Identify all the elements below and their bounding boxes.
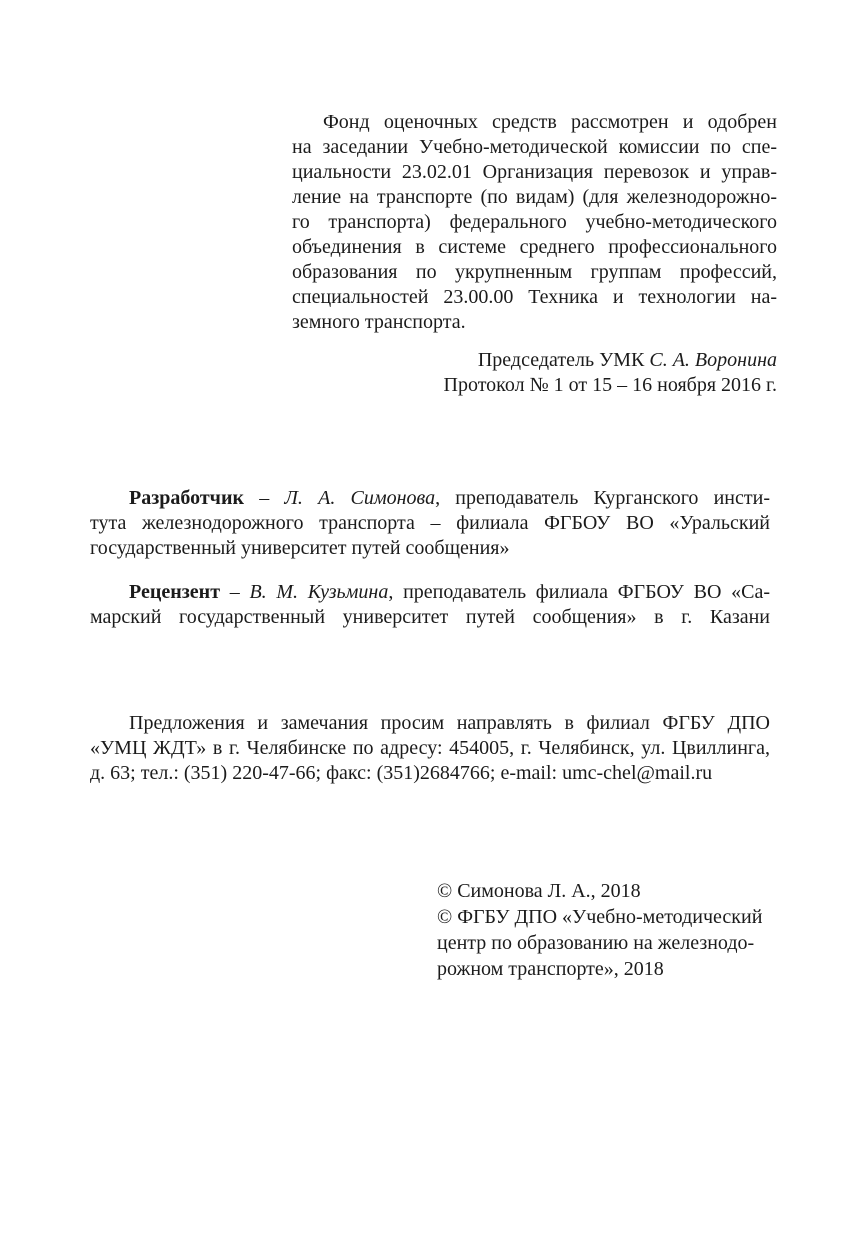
approval-line: на заседании Учебно-методической комиссии по спе- [292,136,777,158]
approval-line: образования по укрупненным группам профессий, [292,261,777,283]
contact-paragraph [90,711,770,786]
copyright-line: © Симонова Л. А., 2018 [437,880,641,902]
copyright-line: рожном транспорте», 2018 [437,958,664,980]
chairman-name: С. А. Воронина [649,349,777,371]
developer-line: тута железнодорожного транспорта – филиала ФГБОУ ВО «Уральский [90,512,770,534]
reviewer-name: В. М. Кузьмина [249,581,389,603]
developer-line [90,486,770,511]
copyright-line: центр по образованию на железнодо- [437,932,755,954]
reviewer-line: марский государственный университет путей сообщения» в г. Казани [90,606,770,628]
approval-paragraph [292,110,777,335]
approval-line: циальности 23.02.01 Организация перевозок и управ- [292,161,777,183]
reviewer-label: Рецензент [129,581,221,603]
approval-line: земного транспорта. [292,311,466,333]
reviewer-description: , преподаватель филиала ФГБОУ ВО «Са- [388,581,771,603]
approval-line: Фонд оценочных средств рассмотрен и одобрен [323,111,777,133]
reviewer-paragraph [90,580,770,630]
reviewer-separator: – [220,581,250,603]
copyright-line: © ФГБУ ДПО «Учебно-методический [437,906,763,928]
contact-line: «УМЦ ЖДТ» в г. Челябинске по адресу: 454005, г. Челябинск, ул. Цвиллинга, [90,737,770,759]
developer-line: государственный университет путей сообщения» [90,537,510,559]
protocol-line: Протокол № 1 от 15 – 16 ноября 2016 г. [443,374,777,396]
signature-block [292,348,777,398]
chairman-role: Председатель УМК [477,349,650,371]
developer-description: , преподаватель Курганского инсти- [435,487,770,509]
developer-separator: – [244,487,285,509]
approval-line: ление на транспорте (по видам) (для железнодорожно- [292,186,777,208]
copyright-block [437,878,762,982]
approval-line: специальностей 23.00.00 Техника и технологии на- [292,286,777,308]
contact-line: Предложения и замечания просим направлять в филиал ФГБУ ДПО [129,712,770,734]
approval-line: го транспорта) федерального учебно-методического [292,211,777,233]
approval-line: объединения в системе среднего профессионального [292,236,777,258]
chairman-line [292,348,777,373]
developer-label: Разработчик [129,487,244,509]
reviewer-line [90,580,770,605]
developer-name: Л. А. Симонова [284,487,436,509]
contact-line: д. 63; тел.: (351) 220-47-66; факс: (351)2684766; e-mail: umc-chel@mail.ru [90,762,713,784]
developer-paragraph [90,486,770,561]
